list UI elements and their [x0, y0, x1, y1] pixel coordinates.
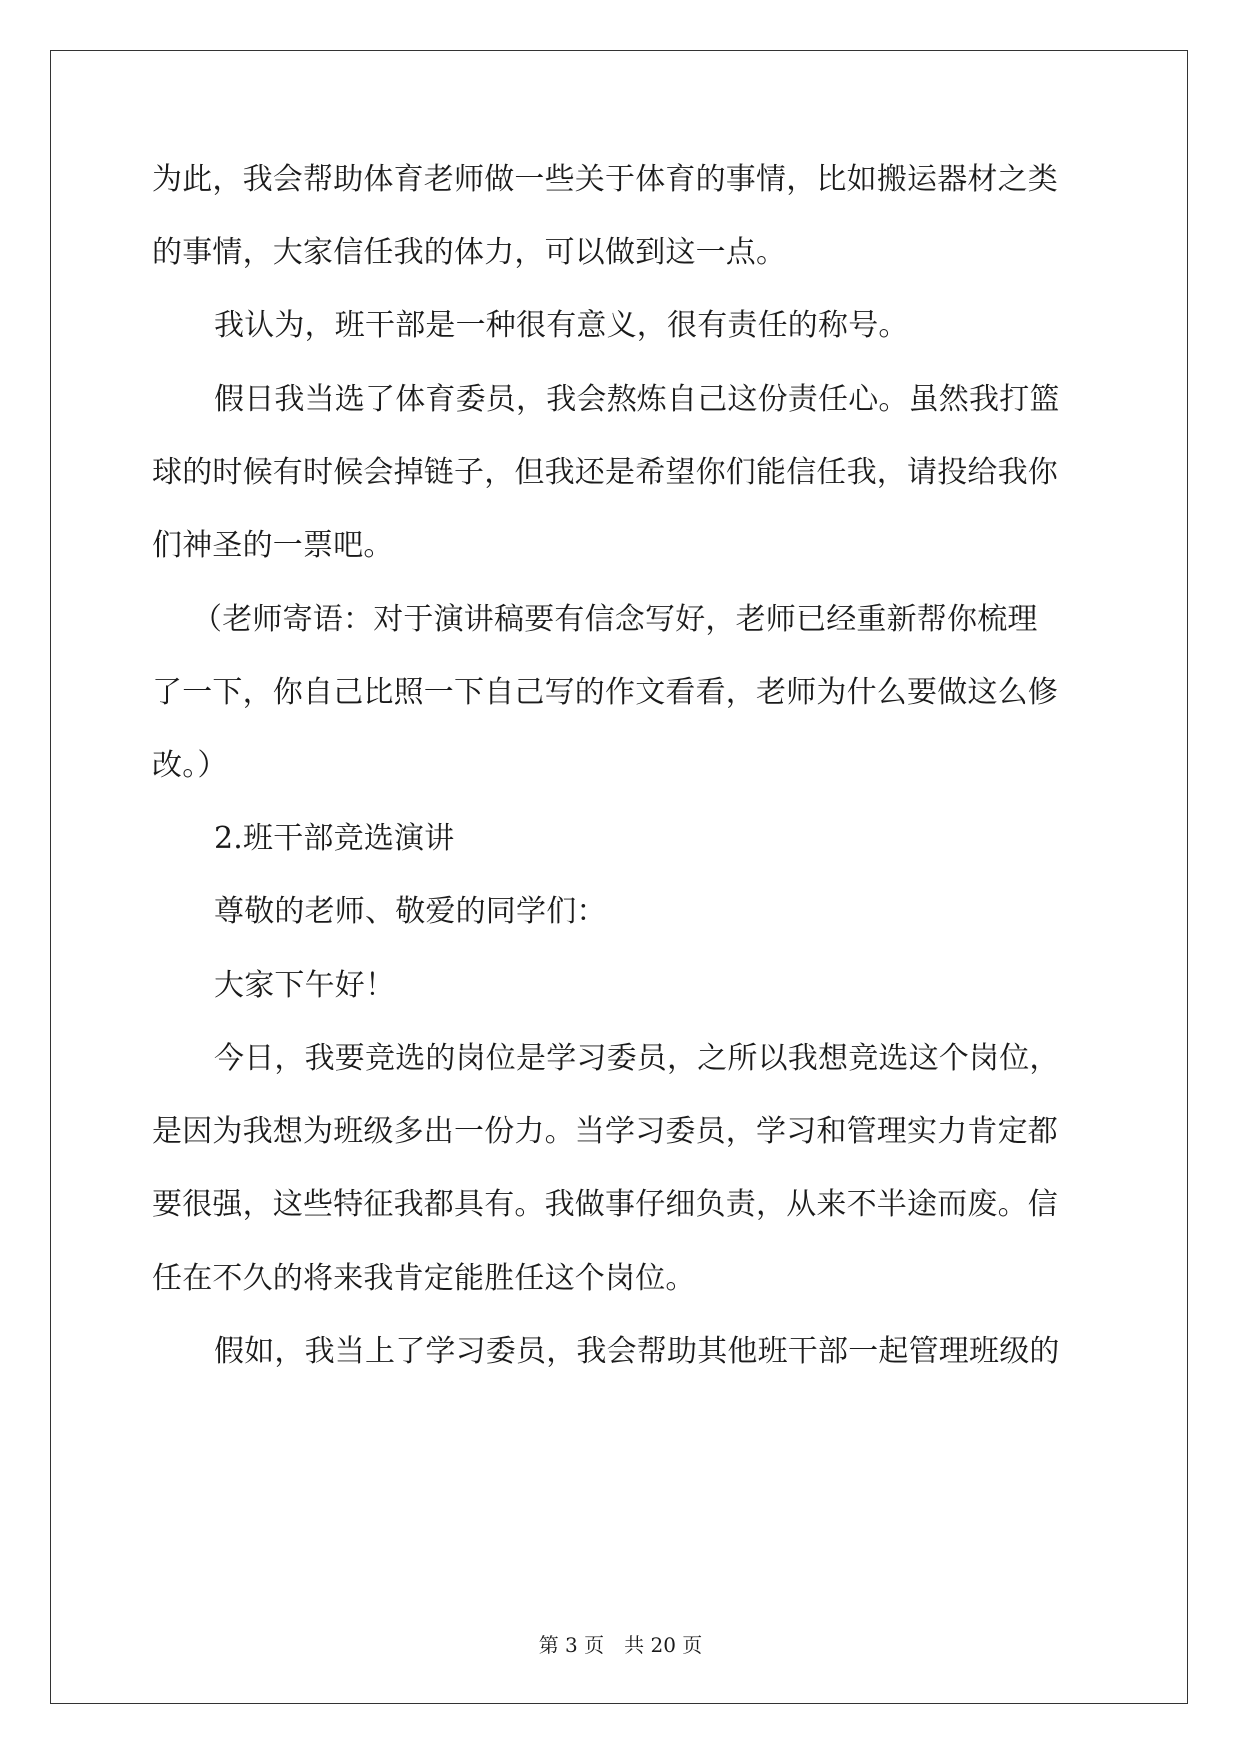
- page-number: 第 3 页 共 20 页: [538, 1633, 703, 1657]
- text-line: 改。）: [152, 748, 228, 783]
- salutation: 尊敬的老师、敬爱的同学们：: [214, 894, 607, 929]
- text-line: 的事情，大家信任我的体力，可以做到这一点。: [152, 235, 787, 270]
- paragraph-line: 假日我当选了体育委员，我会熬炼自己这份责任心。虽然我打篮: [214, 382, 1060, 417]
- text-line: 是因为我想为班级多出一份力。当学习委员，学习和管理实力肯定都: [152, 1114, 1058, 1149]
- text-line: 球的时候有时候会掉链子，但我还是希望你们能信任我，请投给我你: [152, 455, 1058, 490]
- paragraph-line: 我认为，班干部是一种很有意义，很有责任的称号。: [214, 308, 909, 343]
- paragraph-line: 假如，我当上了学习委员，我会帮助其他班干部一起管理班级的: [214, 1334, 1060, 1369]
- paragraph-line: 今日，我要竞选的岗位是学习委员，之所以我想竞选这个岗位，: [214, 1041, 1060, 1076]
- paragraph-line: （老师寄语：对于演讲稿要有信念写好，老师已经重新帮你梳理: [192, 602, 1038, 637]
- section-heading: 2.班干部竞选演讲: [214, 821, 455, 856]
- text-line: 们神圣的一票吧。: [152, 528, 394, 563]
- text-line: 任在不久的将来我肯定能胜任这个岗位。: [152, 1261, 696, 1296]
- text-line: 了一下，你自己比照一下自己写的作文看看，老师为什么要做这么修: [152, 675, 1058, 710]
- page-border: [50, 50, 1188, 1704]
- text-line: 为此，我会帮助体育老师做一些关于体育的事情，比如搬运器材之类: [152, 162, 1058, 197]
- greeting: 大家下午好！: [214, 968, 396, 1003]
- text-line: 要很强，这些特征我都具有。我做事仔细负责，从来不半途而废。信: [152, 1187, 1058, 1222]
